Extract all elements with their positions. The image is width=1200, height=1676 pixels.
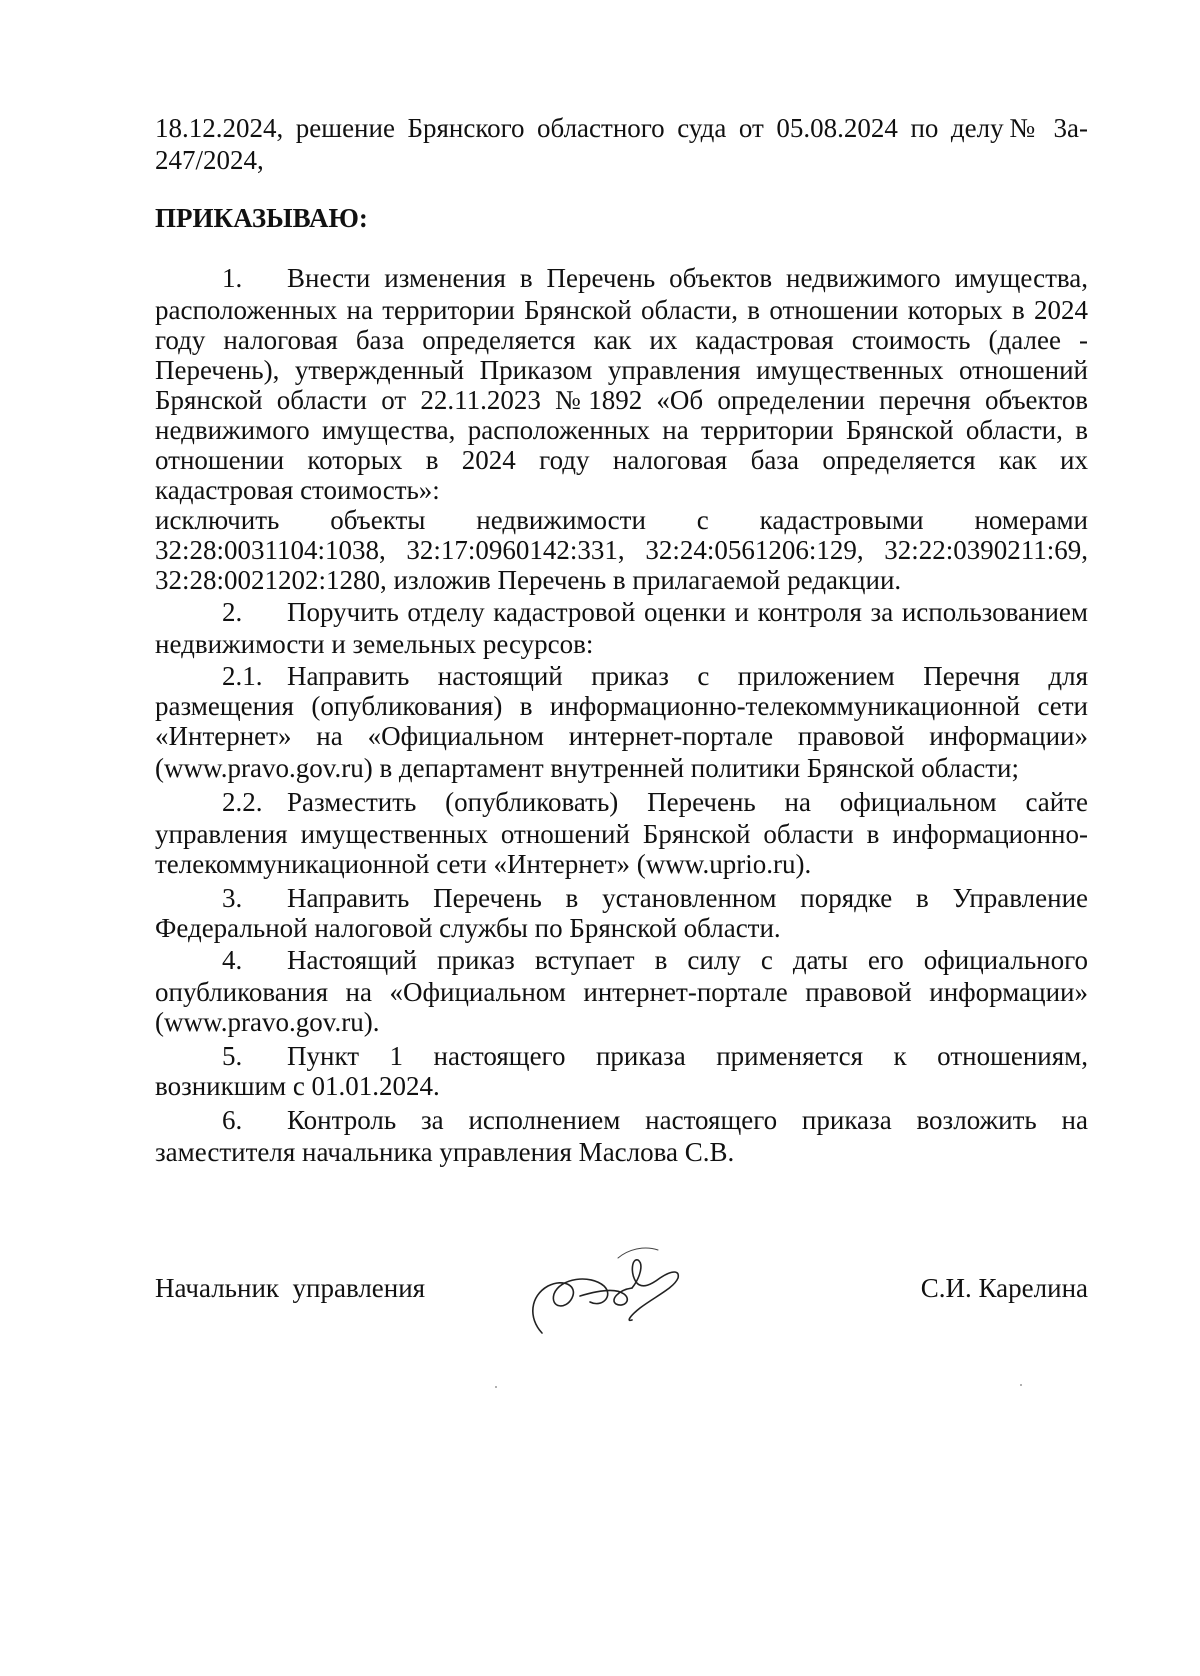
item-2-2-line-2: управления имущественных отношений Брянской области в информационно- <box>155 819 1088 849</box>
handwritten-signature <box>520 1238 720 1348</box>
item-2-2-line-3: телекоммуникационной сети «Интернет» (www.uprio.ru). <box>155 849 812 879</box>
item-2-line-1 <box>222 596 1088 628</box>
item-5-number: 5. <box>222 1041 243 1071</box>
scan-speck <box>495 1386 497 1388</box>
item-2-1-line-1 <box>222 660 1088 692</box>
item-1-line-1 <box>222 262 1088 294</box>
item-2-1-number: 2.1. <box>222 661 263 691</box>
item-4-line-3: (www.pravo.gov.ru). <box>155 1007 380 1037</box>
item-6-number: 6. <box>222 1105 243 1135</box>
intro-line-2: 247/2024, <box>155 145 264 175</box>
item-1-line-5: Брянской области от 22.11.2023 №1892 «Об определении перечня объектов <box>155 385 1088 415</box>
item-3-line-1 <box>222 882 1088 914</box>
item-1-line-8: кадастровая стоимость»: <box>155 475 440 505</box>
item-1-line-7: отношении которых в 2024 году налоговая база определяется как их <box>155 445 1088 475</box>
item-2-1-line-3: «Интернет» на «Официальном интернет-портале правовой информации» <box>155 721 1088 751</box>
item-3-number: 3. <box>222 883 243 913</box>
item-1-line-11: 32:28:0021202:1280, изложив Перечень в прилагаемой редакции. <box>155 565 902 595</box>
item-1-line-9: исключить объекты недвижимости с кадастровыми номерами <box>155 505 1088 535</box>
order-heading: ПРИКАЗЫВАЮ: <box>155 203 368 233</box>
item-5-line-1 <box>222 1040 1088 1072</box>
signatory-position: Начальник управления <box>155 1273 426 1303</box>
item-1-number: 1. <box>222 263 243 293</box>
signatory-name: С.И. Карелина <box>920 1273 1088 1303</box>
item-1-line-2: расположенных на территории Брянской области, в отношении которых в 2024 <box>155 295 1088 325</box>
item-4-text-1: Настоящий приказ вступает в силу с даты его официального <box>287 945 1088 975</box>
item-2-2-line-1 <box>222 786 1088 818</box>
item-1-text-1: Внести изменения в Перечень объектов недвижимого имущества, <box>287 263 1088 293</box>
item-3-text-1: Направить Перечень в установленном порядке в Управление <box>287 883 1088 913</box>
item-4-line-1 <box>222 944 1088 976</box>
item-2-2-text-1: Разместить (опубликовать) Перечень на официальном сайте <box>287 787 1088 817</box>
item-2-number: 2. <box>222 597 243 627</box>
item-1-line-3: году налоговая база определяется как их кадастровая стоимость (далее - <box>155 325 1088 355</box>
item-6-text-1: Контроль за исполнением настоящего приказа возложить на <box>287 1105 1088 1135</box>
item-1-line-10: 32:28:0031104:1038, 32:17:0960142:331, 32:24:0561206:129, 32:22:0390211:69, <box>155 535 1088 565</box>
item-2-2-number: 2.2. <box>222 787 263 817</box>
item-4-line-2: опубликования на «Официальном интернет-портале правовой информации» <box>155 977 1088 1007</box>
scan-speck <box>1020 1384 1022 1386</box>
item-5-line-2: возникшим с 01.01.2024. <box>155 1071 440 1101</box>
item-2-1-line-4: (www.pravo.gov.ru) в департамент внутренней политики Брянской области; <box>155 753 1019 783</box>
item-2-text-1: Поручить отделу кадастровой оценки и контроля за использованием <box>287 597 1088 627</box>
item-1-line-6: недвижимого имущества, расположенных на территории Брянской области, в <box>155 415 1088 445</box>
item-4-number: 4. <box>222 945 243 975</box>
item-6-line-2: заместителя начальника управления Маслова С.В. <box>155 1137 735 1167</box>
item-6-line-1 <box>222 1104 1088 1136</box>
item-2-1-text-1: Направить настоящий приказ с приложением Перечня для <box>287 661 1088 691</box>
item-2-1-line-2: размещения (опубликования) в информационно-телекоммуникационной сети <box>155 691 1088 721</box>
item-1-line-4: Перечень), утвержденный Приказом управления имущественных отношений <box>155 355 1088 385</box>
item-3-line-2: Федеральной налоговой службы по Брянской области. <box>155 913 781 943</box>
item-5-text-1: Пункт 1 настоящего приказа применяется к отношениям, <box>287 1041 1088 1071</box>
item-2-line-2: недвижимости и земельных ресурсов: <box>155 629 594 659</box>
intro-line-1: 18.12.2024, решение Брянского областного суда от 05.08.2024 по делу№ 3а- <box>155 113 1088 143</box>
